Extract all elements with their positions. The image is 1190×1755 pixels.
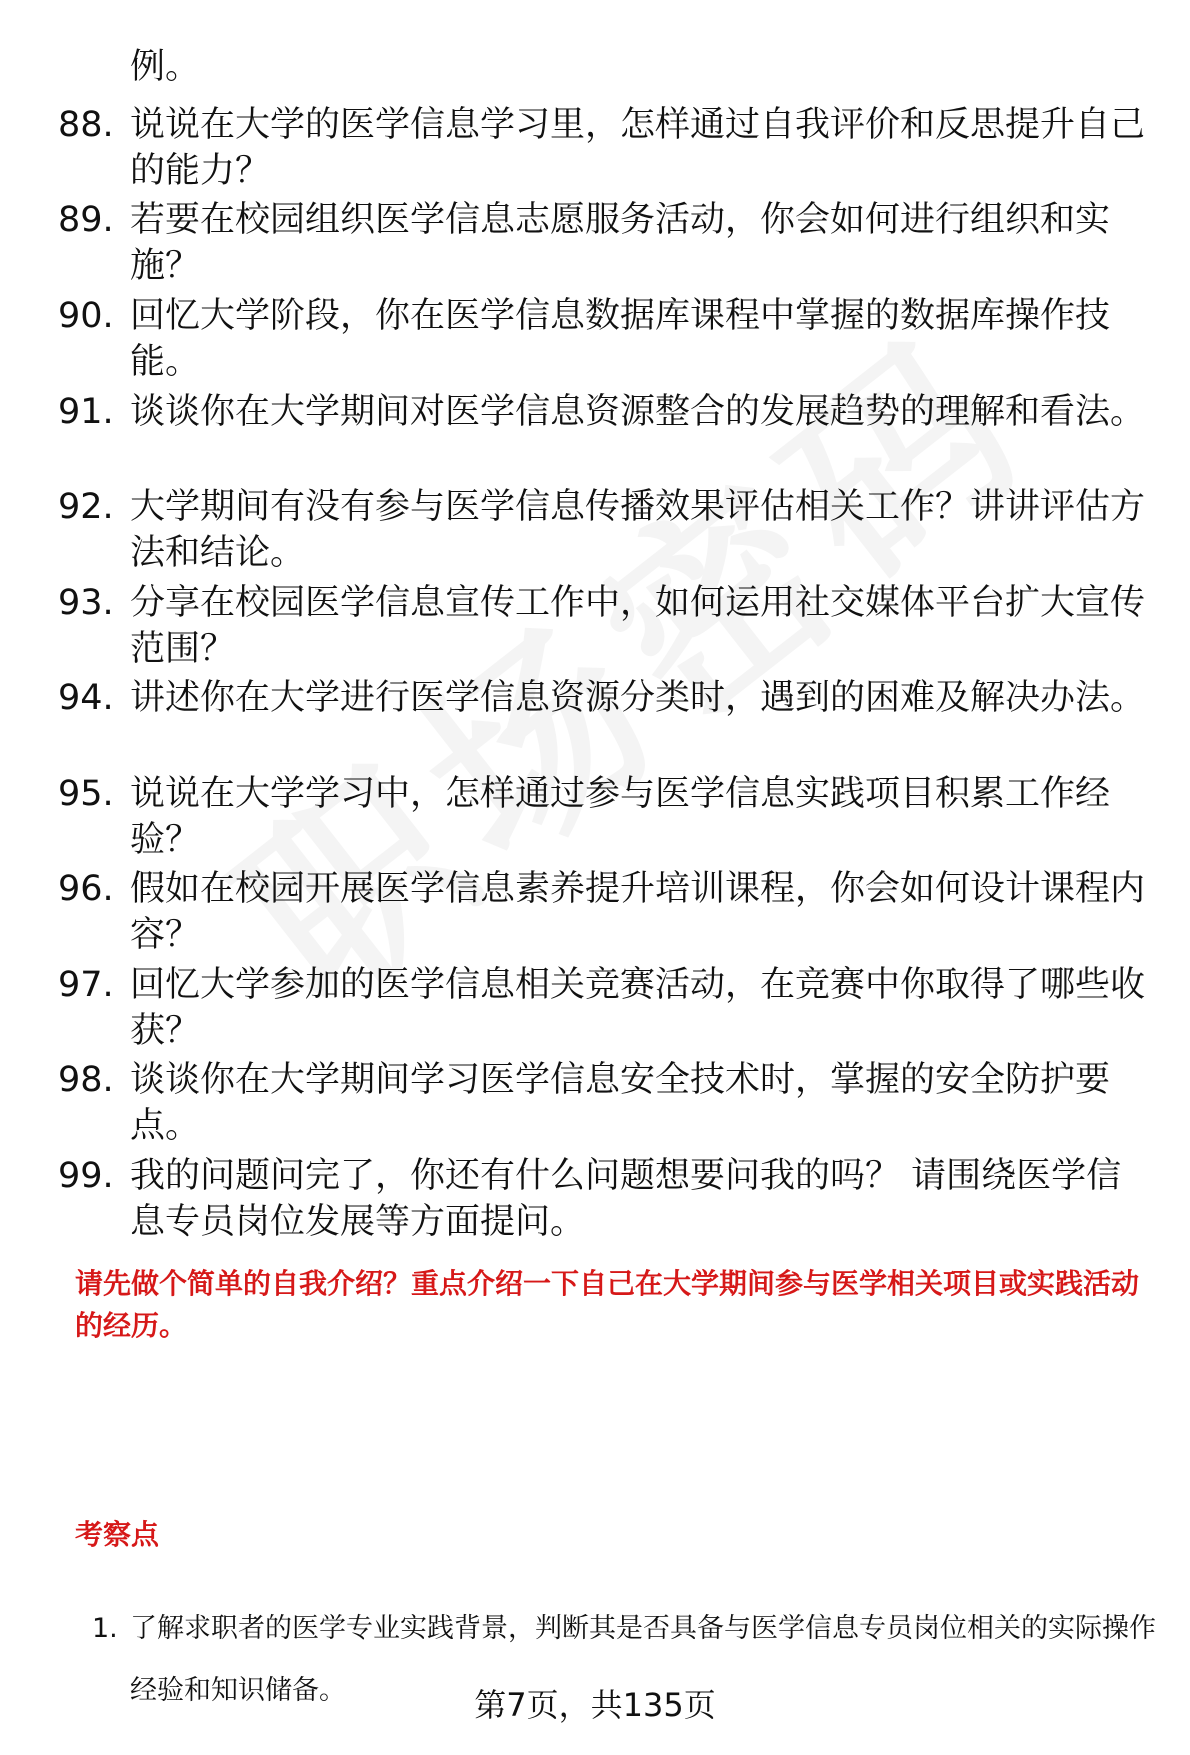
question-number: 88. [58, 105, 114, 145]
question-text: 回忆大学参加的医学信息相关竞赛活动，在竞赛中你取得了哪些收获？ [130, 965, 1146, 1051]
question-number: 97. [58, 965, 114, 1005]
assessment-point-number: 1. [92, 1613, 118, 1644]
question-text: 谈谈你在大学期间对医学信息资源整合的发展趋势的理解和看法。 [130, 392, 1146, 432]
question-number: 93. [58, 583, 114, 623]
question-text: 我的问题问完了，你还有什么问题想要问我的吗？ 请围绕医学信息专员岗位发展等方面提问。 [130, 1156, 1122, 1242]
question-number: 92. [58, 487, 114, 527]
question-number: 95. [58, 774, 114, 814]
question-text: 假如在校园开展医学信息素养提升培训课程，你会如何设计课程内容？ [130, 869, 1146, 955]
question-text: 大学期间有没有参与医学信息传播效果评估相关工作？讲讲评估方法和结论。 [130, 487, 1146, 573]
question-number: 94. [58, 678, 114, 718]
assessment-point-text: 了解求职者的医学专业实践背景，判断其是否具备与医学信息专员岗位相关的实际操作经验和知识储备。 [130, 1613, 1156, 1706]
question-text: 讲述你在大学进行医学信息资源分类时，遇到的困难及解决办法。 [130, 678, 1146, 718]
question-text: 回忆大学阶段，你在医学信息数据库课程中掌握的数据库操作技能。 [130, 296, 1111, 382]
question-text: 若要在校园组织医学信息志愿服务活动，你会如何进行组织和实施？ [130, 200, 1111, 286]
question-number: 91. [58, 392, 114, 432]
assessment-points-label: 考察点 [75, 1518, 160, 1551]
question-text: 分享在校园医学信息宣传工作中，如何运用社交媒体平台扩大宣传范围？ [130, 583, 1146, 669]
question-text: 说说在大学学习中，怎样通过参与医学信息实践项目积累工作经验？ [130, 774, 1111, 860]
previous-question-continuation: 例。 [130, 47, 201, 87]
page-footer: 第7页，共135页 [474, 1686, 716, 1724]
featured-question-heading: 请先做个简单的自我介绍？重点介绍一下自己在大学期间参与医学相关项目或实践活动的经历。 [75, 1267, 1140, 1342]
question-number: 90. [58, 296, 114, 336]
question-number: 98. [58, 1060, 114, 1100]
question-text: 说说在大学的医学信息学习里，怎样通过自我评价和反思提升自己的能力？ [130, 105, 1146, 191]
question-number: 96. [58, 869, 114, 909]
question-number: 89. [58, 200, 114, 240]
question-text: 谈谈你在大学期间学习医学信息安全技术时，掌握的安全防护要点。 [130, 1060, 1111, 1146]
question-number: 99. [58, 1156, 114, 1196]
